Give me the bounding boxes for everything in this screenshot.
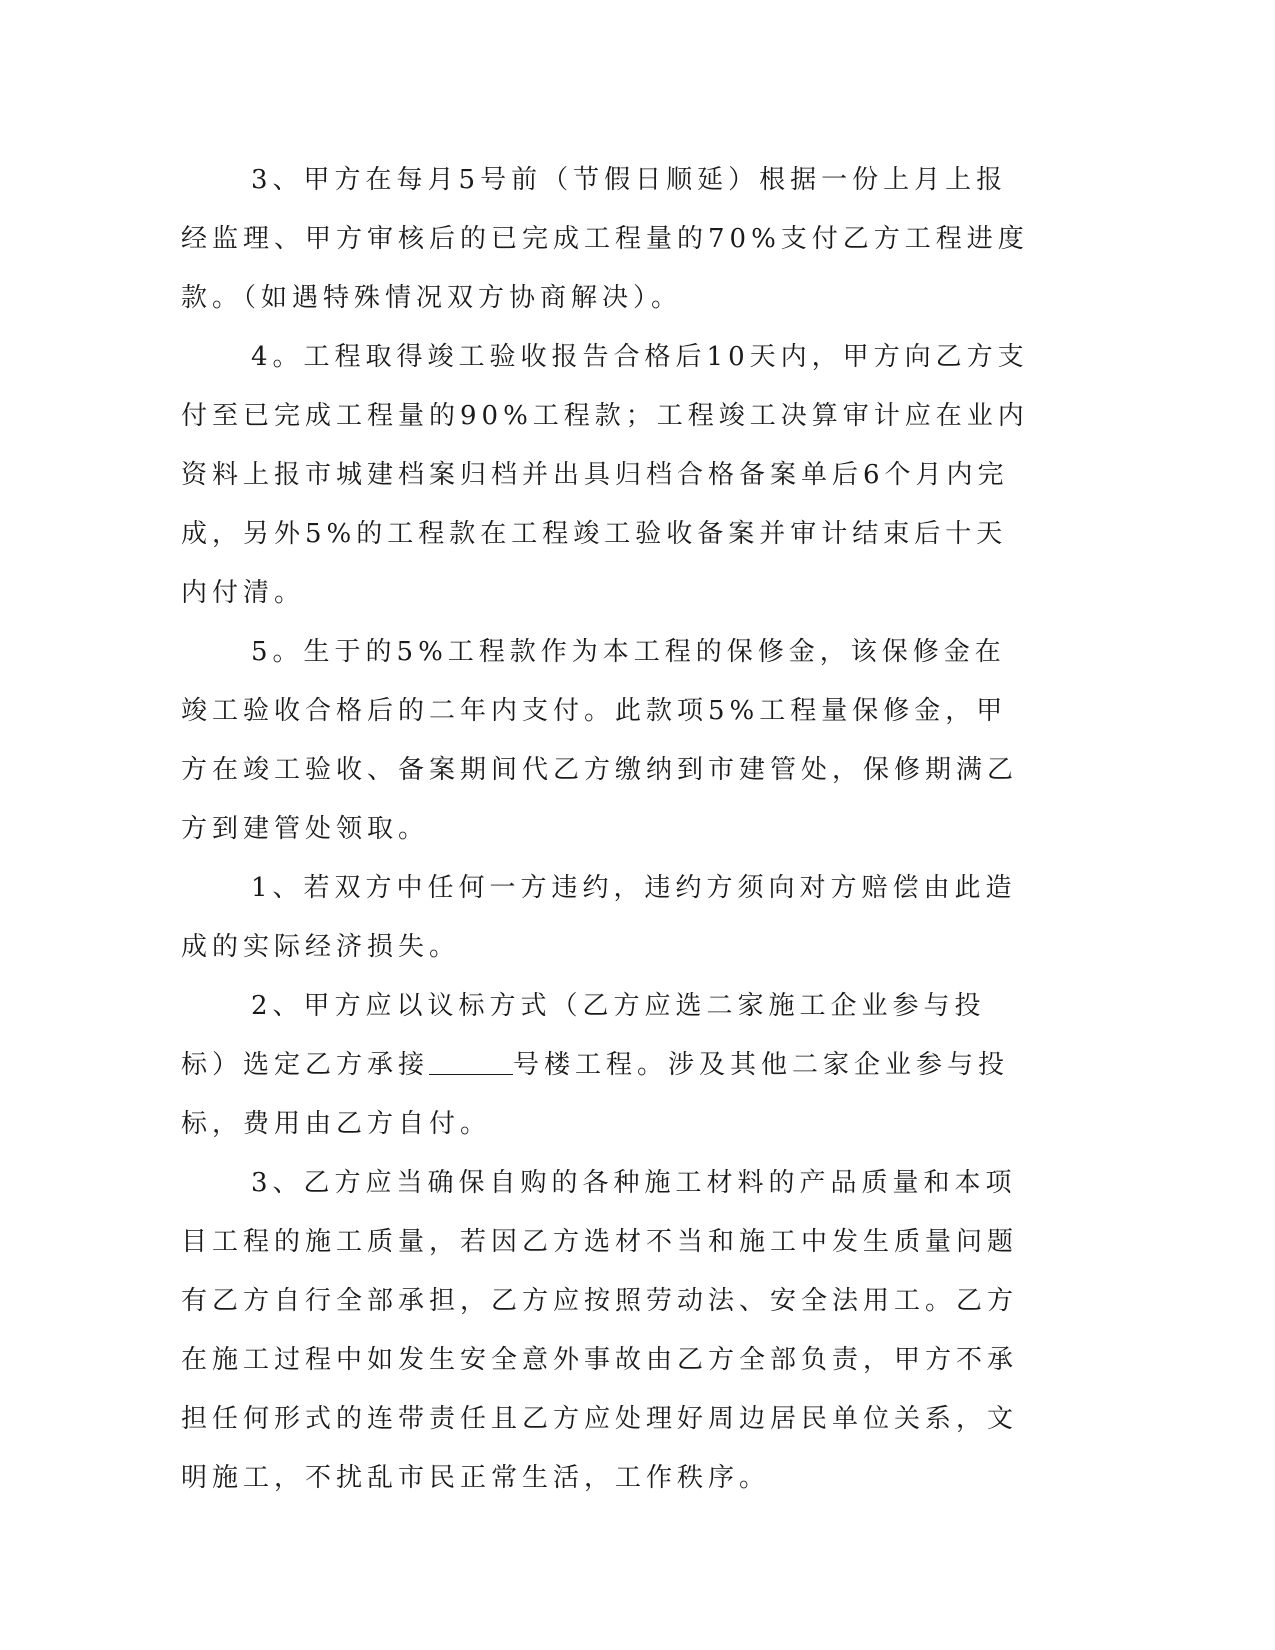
paragraph-warranty-deposit: 5。生于的5%工程款作为本工程的保修金，该保修金在竣工验收合格后的二年内支付。此款项5%工程量保修金，甲方在竣工验收、备案期间代乙方缴纳到市建管处，保修期满乙方到建管处领取。 [181,637,1019,844]
paragraph-quality-safety: 3、乙方应当确保自购的各种施工材料的产品质量和本项目工程的施工质量，若因乙方选材不当和施工中发生质量问题有乙方自行全部承担，乙方应按照劳动法、安全法用工。乙方在施工过程中如发生安全意外事故由乙方全部负责，甲方不承担任何形式的连带责任且乙方应处理好周边居民单位关系，文明施工，不扰乱市民正常生活，工作秩序。 [181,1168,1019,1493]
document-page [181,151,1031,1508]
paragraph-payment-progress: 3、甲方在每月5号前（节假日顺延）根据一份上月上报经监理、甲方审核后的已完成工程量的70%支付乙方工程进度款。（如遇特殊情况双方协商解决）。 [181,165,1029,313]
fill-in-blank [429,1048,513,1075]
paragraph-bidding-after: 号楼工程。涉及其他二家企业参与投标，费用由乙方自付。 [181,1050,1010,1139]
paragraph-completion-payment: 4。工程取得竣工验收报告合格后10天内，甲方向乙方支付至已完成工程量的90%工程款；工程竣工决算审计应在业内资料上报市城建档案归档并出具归档合格备案单后6个月内完成，另外5%的工程款在工程竣工验收备案并审计结束后十天内付清。 [181,342,1029,608]
paragraph-breach-compensation: 1、若双方中任何一方违约，违约方须向对方赔偿由此造成的实际经济损失。 [181,873,1017,962]
paragraph-bidding [181,977,1031,1154]
paragraph-bidding-before: 2、甲方应以议标方式（乙方应选二家施工企业参与投标）选定乙方承接 [181,991,986,1080]
